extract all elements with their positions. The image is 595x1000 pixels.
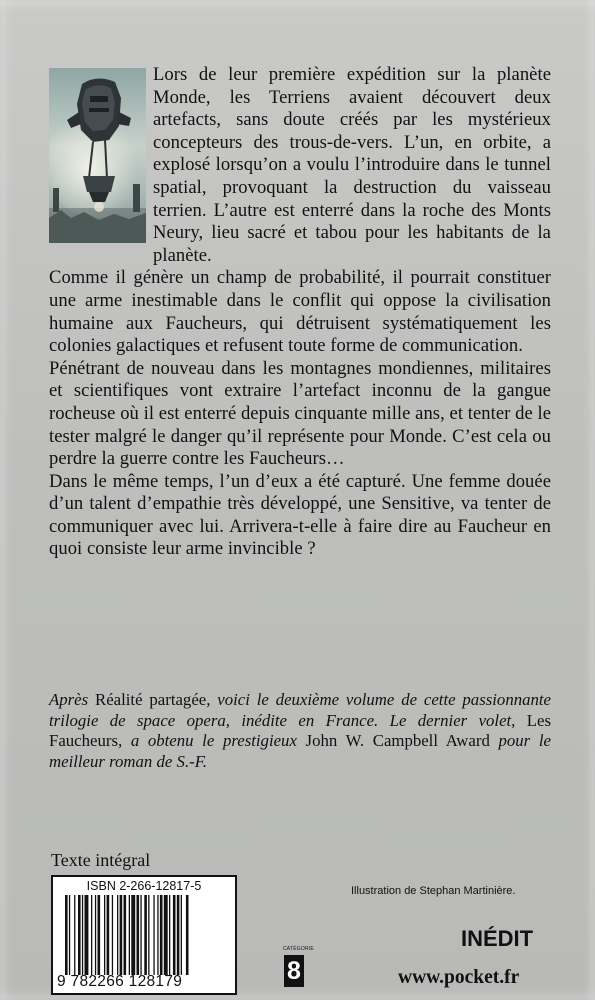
- barcode-bar: [98, 895, 101, 975]
- barcode-bar: [85, 895, 89, 975]
- ean-number: 9 782266 128179: [57, 973, 183, 990]
- barcode-bar: [148, 895, 149, 975]
- illustration-wrap-spacer: [49, 64, 153, 246]
- barcode-bar: [169, 895, 170, 975]
- barcode-bar: [95, 895, 96, 975]
- publisher-website: www.pocket.fr: [398, 967, 520, 988]
- blurb-paragraph-2: Comme il génère un champ de probabilité, il pourrait constituer une arme inestimable dans le conflit qui oppose la civilisation humaine aux Faucheurs, qui détruisent systématiquement les colonies galactiques et refusent toute forme de communication.: [49, 267, 551, 357]
- blurb-paragraph-4: Dans le même temps, l’un d’eux a été capturé. Une femme douée d’un talent d’empathie très développé, une Sensitive, va tenter de communiquer avec lui. Arrivera-t-elle à faire dire au Faucheur en quoi consiste leur arme invincible ?: [49, 470, 551, 560]
- barcode-bar: [69, 895, 70, 975]
- barcode-bars: [57, 895, 233, 975]
- barcode-bar: [65, 895, 68, 975]
- category-number: 8: [284, 955, 304, 987]
- barcode-bar: [177, 895, 180, 975]
- inedit-label: INÉDIT: [461, 926, 534, 951]
- barcode-bar: [117, 895, 118, 975]
- category-badge: [283, 946, 314, 990]
- isbn-number: ISBN 2-266-12817-5: [86, 879, 202, 893]
- barcode-bar: [107, 895, 110, 975]
- series-note-text: pour le meilleur roman de S.-F.: [49, 731, 551, 771]
- barcode-bar: [160, 895, 163, 975]
- series-note-book-title: Réalité partagée: [95, 690, 207, 709]
- blurb-paragraph-3: Pénétrant de nouveau dans les montagnes mondiennes, militaires et scientifiques vont extraire l’artefact inconnu de la gangue rocheuse où il est enterré depuis cinquante mille ans, et tenter de le tester malgré le danger qu’il représente pour Monde. C’est cela ou perdre la guerre contre les Faucheurs…: [49, 357, 551, 470]
- barcode-bar: [181, 895, 182, 975]
- barcode-bar: [153, 895, 154, 975]
- barcode-bar: [173, 895, 176, 975]
- category-label: CATÉGORIE: [283, 946, 314, 952]
- series-note-award: John W. Campbell Award: [305, 731, 490, 751]
- blurb-paragraph-1: Lors de leur première expédition sur la planète Monde, les Terriens avaient découvert deux artefacts, sans doute créés par les mystérieux concepteurs des trous-de-vers. L’un, en orbite, a explosé lorsqu’on a voulu l’introduire dans le tunnel spatial, provoquant la destruction du vaisseau terrien. L’autre est enterré dans la roche des Monts Neury, lieu sacré et tabou pour les habitants de la planète.: [153, 64, 551, 266]
- barcode-bar: [112, 895, 113, 975]
- barcode-bar: [120, 895, 123, 975]
- back-cover-blurb: [49, 64, 551, 561]
- barcode-bar: [104, 895, 105, 975]
- illustration-credit: Illustration de Stephan Martinière.: [351, 885, 516, 897]
- barcode-bar: [140, 895, 141, 975]
- barcode-bar: [137, 895, 140, 975]
- barcode-bar: [91, 895, 92, 975]
- barcode-bar: [82, 895, 83, 975]
- barcode-bar: [157, 895, 158, 975]
- barcode-bar: [186, 895, 189, 975]
- series-note-text: , a obtenu le prestigieux: [117, 731, 306, 751]
- barcode-bar: [144, 895, 147, 975]
- series-note-text: Après: [49, 690, 96, 709]
- barcode: [51, 875, 237, 995]
- series-note-text: , voici le deuxième volume de cette passionnante trilogie de space opera, inédite en France. Le dernier volet,: [49, 690, 551, 730]
- series-note-book-title: Les Faucheurs: [49, 710, 551, 751]
- barcode-bar: [124, 895, 127, 975]
- texte-integral-label: Texte intégral: [51, 850, 151, 870]
- barcode-bar: [129, 895, 130, 975]
- barcode-bar: [131, 895, 135, 975]
- barcode-bar: [78, 895, 81, 975]
- barcode-bar: [74, 895, 75, 975]
- series-note: [49, 690, 551, 772]
- barcode-bar: [164, 895, 168, 975]
